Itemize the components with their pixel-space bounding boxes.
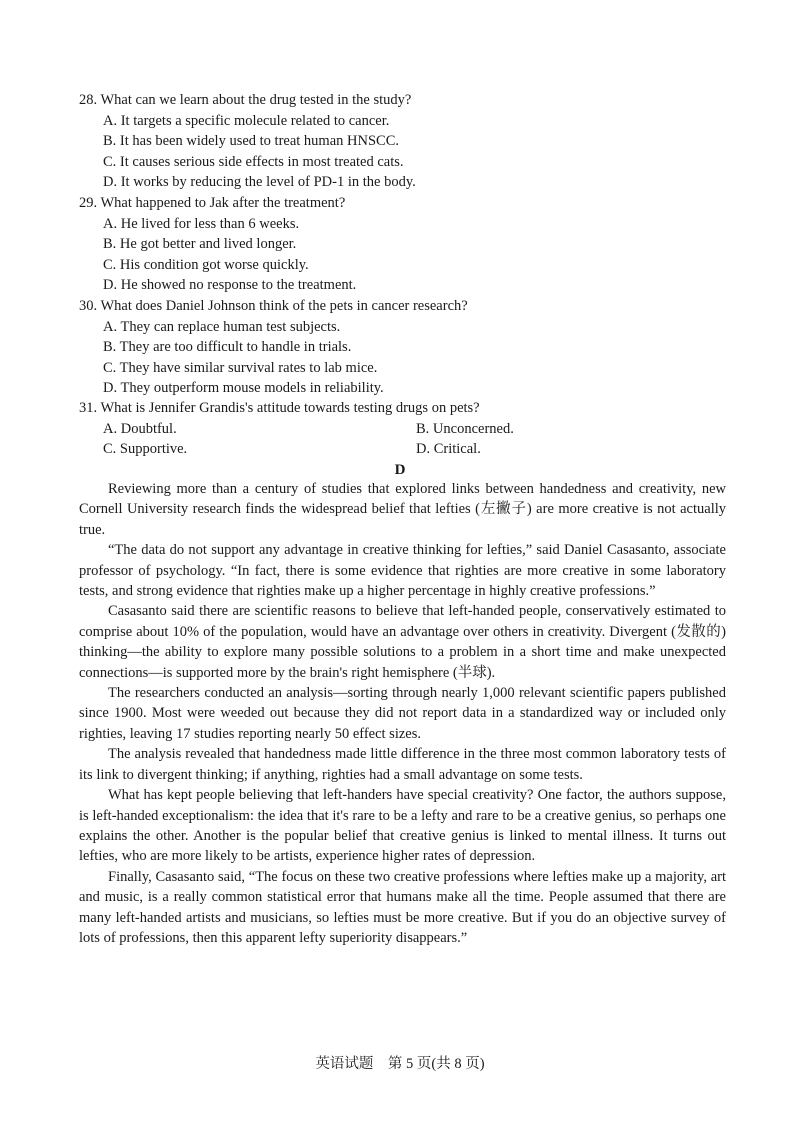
- question-30: [79, 296, 739, 399]
- option-d: D. They outperform mouse models in reliability.: [103, 380, 384, 396]
- option-row: [79, 419, 739, 440]
- option-b: B. He got better and lived longer.: [103, 236, 297, 252]
- passage-paragraph: What has kept people believing that left-handers have special creativity? One factor, the authors suppose, is left-handed exceptionalism: the idea that it's rare to be a lefty and rare to be a creative genius, so perhaps one explains the other. Another is the popular belief that creative genius is linked to mental illness. It turns out lefties, who are more likely to be artists, experience higher rates of depression.: [79, 787, 726, 865]
- passage-paragraph: The analysis revealed that handedness made little difference in the three most common laboratory tests of its link to divergent thinking; if anything, righties had a small advantage on some tests.: [79, 746, 726, 783]
- option-d: D. It works by reducing the level of PD-1 in the body.: [103, 174, 416, 190]
- section-heading: D: [394, 462, 406, 478]
- question-29: [79, 193, 739, 296]
- question-stem: 31. What is Jennifer Grandis's attitude towards testing drugs on pets?: [79, 400, 480, 416]
- reading-passage: [79, 479, 726, 948]
- passage-paragraph: Finally, Casasanto said, “The focus on these two creative professions where lefties make up a majority, art and music, is a really common statistical error that humans make all the time. People assumed that there are many left-handed artists and musicians, so lefties must be more creative. But if you do an objective survey of lots of professions, then this apparent lefty superiority disappears.”: [79, 868, 726, 946]
- option-c: C. It causes serious side effects in most treated cats.: [103, 153, 404, 170]
- page-footer: 英语试题 第 5 页(共 8 页): [315, 1056, 485, 1072]
- option-b: B. Unconcerned.: [416, 420, 514, 437]
- passage-paragraph: The researchers conducted an analysis—sorting through nearly 1,000 relevant scientific papers published since 1900. Most were weeded out because they did not report data in a standardized way or included only righties, leaving 17 studies reporting nearly 50 effect sizes.: [79, 685, 726, 742]
- option-a: A. It targets a specific molecule related to cancer.: [103, 112, 390, 129]
- question-stem: 29. What happened to Jak after the treatment?: [79, 195, 346, 211]
- option-c: C. His condition got worse quickly.: [103, 256, 309, 273]
- option-c: C. They have similar survival rates to lab mice.: [103, 359, 378, 376]
- question-28: [79, 90, 739, 193]
- option-c: C. Supportive.: [103, 441, 188, 457]
- passage-paragraph: “The data do not support any advantage in creative thinking for lefties,” said Daniel Casasanto, associate professor of psychology. “In fact, there is some evidence that righties are more creative in some laboratory tests, and strong evidence that righties make up a higher percentage in highly creative professions.”: [79, 542, 726, 600]
- option-a: A. He lived for less than 6 weeks.: [103, 215, 300, 232]
- option-b: B. It has been widely used to treat human HNSCC.: [103, 133, 399, 149]
- question-stem: 28. What can we learn about the drug tested in the study?: [79, 92, 412, 108]
- option-a: A. Doubtful.: [103, 420, 177, 437]
- passage-paragraph: Casasanto said there are scientific reasons to believe that left-handed people, conservatively estimated to comprise about 10% of the population, would have an advantage over others in creativity. Divergent (发散的) thinking—the ability to explore many possible solutions to a problem in a short time and make unexpected connections—is supported more by the brain's right hemisphere (半球).: [79, 603, 726, 681]
- question-stem: 30. What does Daniel Johnson think of the pets in cancer research?: [79, 298, 468, 314]
- passage-paragraph: Reviewing more than a century of studies that explored links between handedness and creativity, new Cornell University research finds the widespread belief that lefties (左撇子) are more creative is not actually true.: [79, 481, 726, 538]
- option-b: B. They are too difficult to handle in trials.: [103, 339, 352, 355]
- option-d: D. He showed no response to the treatment.: [103, 277, 357, 293]
- option-a: A. They can replace human test subjects.: [103, 318, 341, 335]
- option-row: [79, 439, 739, 460]
- option-d: D. Critical.: [416, 441, 481, 457]
- question-31: [79, 398, 739, 460]
